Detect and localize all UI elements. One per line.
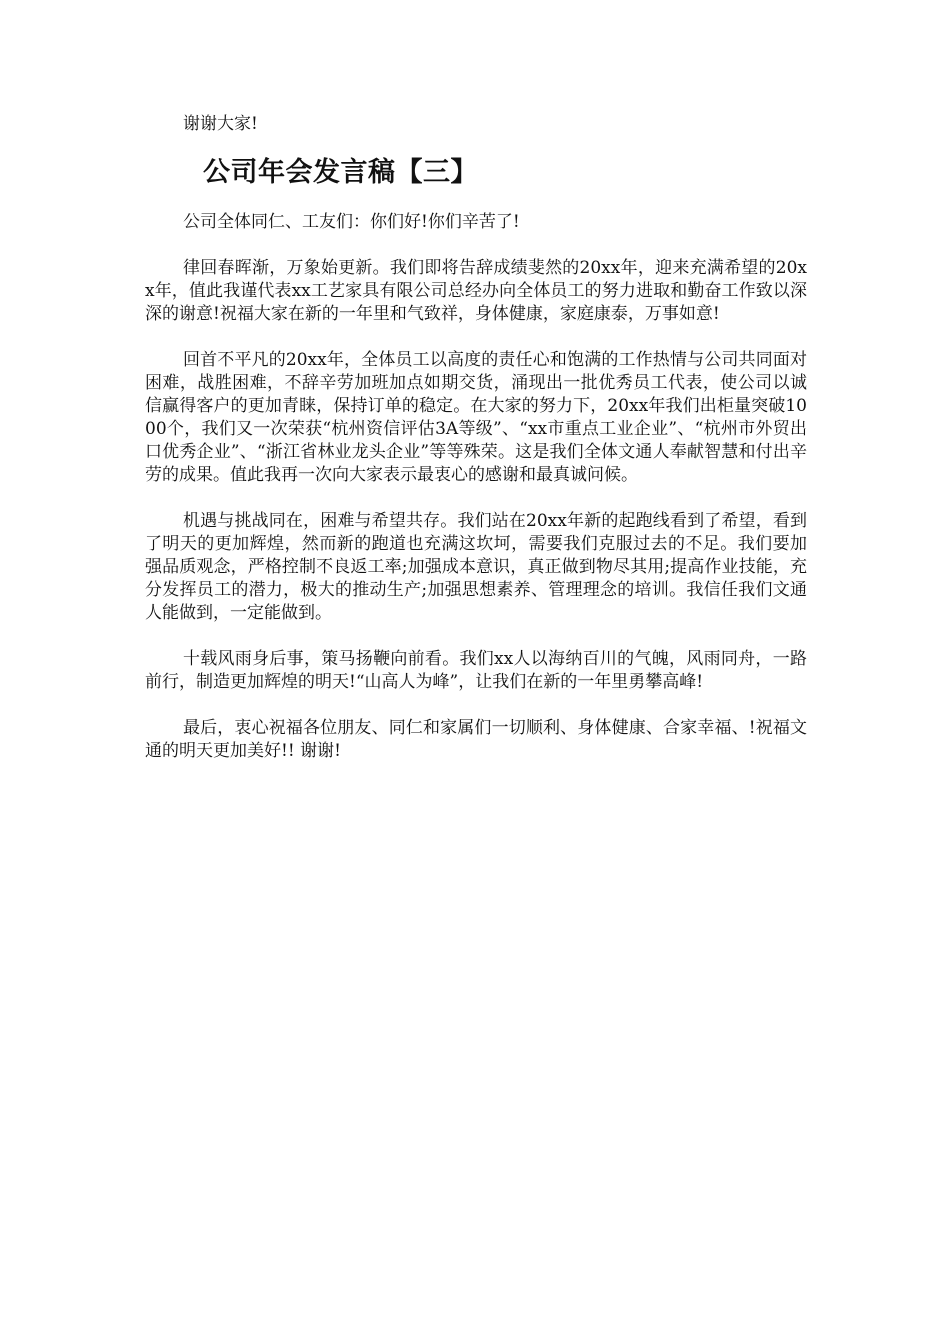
body-paragraph-5: 最后，衷心祝福各位朋友、同仁和家属们一切顺利、身体健康、合家幸福、!祝福文通的明天更加美好!! 谢谢!	[145, 718, 807, 761]
greeting-paragraph: 公司全体同仁、工友们：你们好!你们辛苦了!	[183, 212, 520, 232]
page-title: 公司年会发言稿【三】	[203, 157, 478, 188]
document-body	[145, 113, 807, 786]
body-paragraph-1: 律回春晖渐，万象始更新。我们即将告辞成绩斐然的20xx年，迎来充满希望的20xx年，值此我谨代表xx工艺家具有限公司总经办向全体员工的努力进取和勤奋工作致以深深的谢意!祝福大家在新的一年里和气致祥，身体健康，家庭康泰，万事如意!	[145, 258, 807, 324]
closing-line: 谢谢大家!	[183, 114, 258, 134]
body-paragraph-4: 十载风雨身后事，策马扬鞭向前看。我们xx人以海纳百川的气魄，风雨同舟，一路前行，制造更加辉煌的明天!“山高人为峰”，让我们在新的一年里勇攀高峰!	[145, 649, 807, 692]
body-paragraph-3: 机遇与挑战同在，困难与希望共存。我们站在20xx年新的起跑线看到了希望，看到了明天的更加辉煌，然而新的跑道也充满这坎坷，需要我们克服过去的不足。我们要加强品质观念，严格控制不良返工率;加强成本意识，真正做到物尽其用;提高作业技能，充分发挥员工的潜力，极大的推动生产;加强思想素养、管理理念的培训。我信任我们文通人能做到，一定能做到。	[145, 511, 807, 623]
body-paragraph-2: 回首不平凡的20xx年，全体员工以高度的责任心和饱满的工作热情与公司共同面对困难，战胜困难，不辞辛劳加班加点如期交货，涌现出一批优秀员工代表，使公司以诚信赢得客户的更加青睐，保持订单的稳定。在大家的努力下，20xx年我们出柜量突破1000个，我们又一次荣获“杭州资信评估3A等级”、“xx市重点工业企业”、“杭州市外贸出口优秀企业”、“浙江省林业龙头企业”等等殊荣。这是我们全体文通人奉献智慧和付出辛劳的成果。值此我再一次向大家表示最衷心的感谢和最真诚问候。	[145, 350, 807, 485]
